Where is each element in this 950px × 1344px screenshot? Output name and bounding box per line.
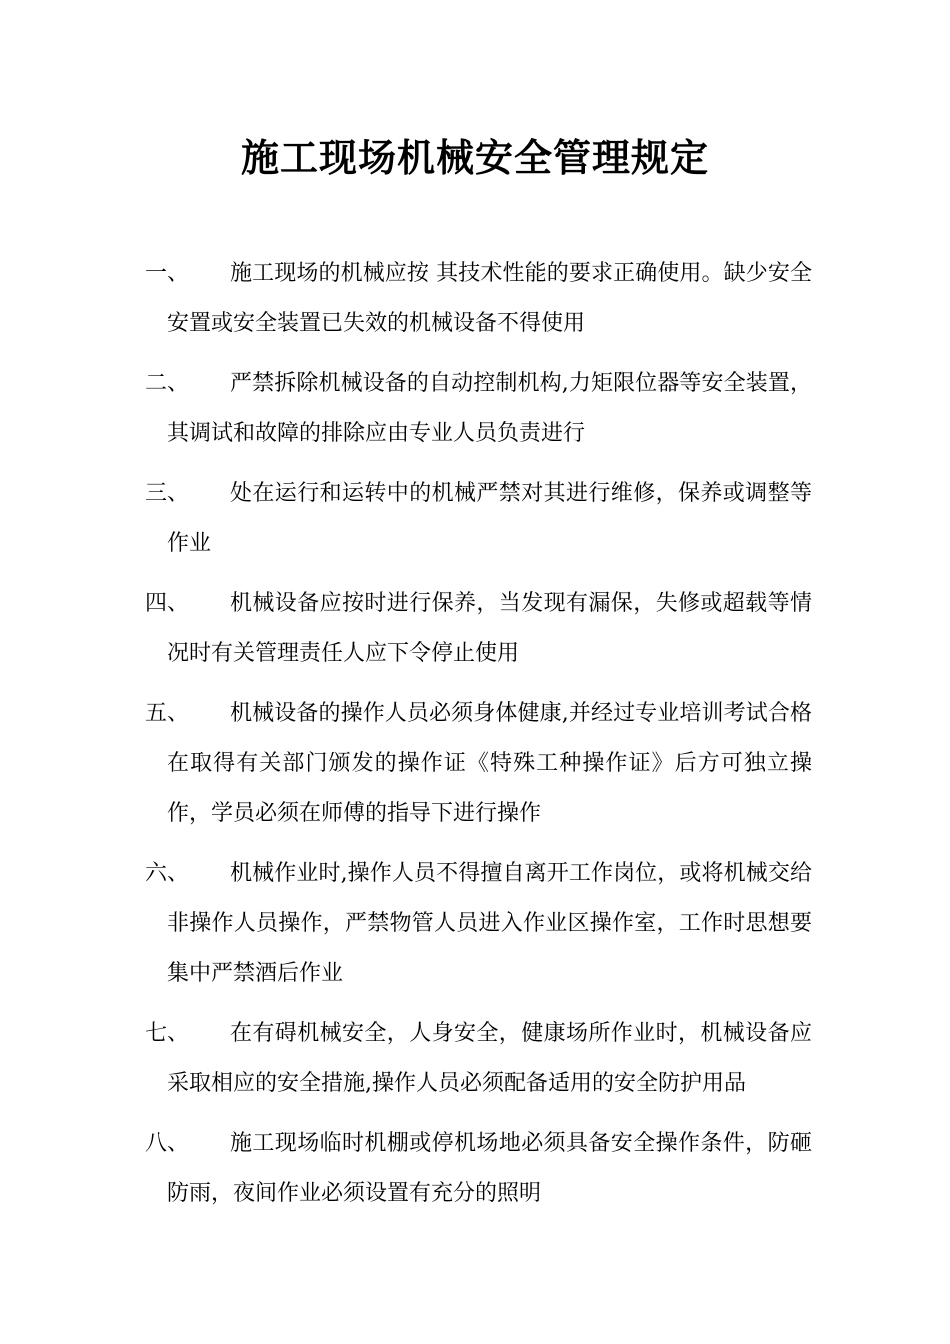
regulation-list (0, 249, 950, 1229)
item-number: 七、 (145, 1021, 190, 1046)
item-number: 一、 (145, 261, 190, 286)
item-number: 三、 (145, 481, 190, 506)
item-text: 施工现场的机械应按 其技术性能的要求正确使用。缺少安全安置或安全装置已失效的机械设备不得使用 (167, 261, 812, 336)
item-text: 施工现场临时机棚或停机场地必须具备安全操作条件，防砸防雨，夜间作业必须设置有充分的照明 (167, 1131, 812, 1206)
item-text: 机械设备应按时进行保养，当发现有漏保，失修或超载等情况时有关管理责任人应下令停止使用 (167, 591, 812, 666)
list-item (0, 469, 950, 569)
list-item (0, 689, 950, 839)
item-number: 二、 (145, 371, 190, 396)
list-item (0, 579, 950, 679)
item-text: 在有碍机械安全，人身安全，健康场所作业时，机械设备应采取相应的安全措施,操作人员必须配备适用的安全防护用品 (167, 1021, 812, 1096)
page-title: 施工现场机械安全管理规定 (240, 135, 709, 180)
item-text: 处在运行和运转中的机械严禁对其进行维修，保养或调整等作业 (167, 481, 812, 556)
item-number: 五、 (145, 701, 190, 726)
item-text: 严禁拆除机械设备的自动控制机构,力矩限位器等安全装置，其调试和故障的排除应由专业人员负责进行 (167, 371, 812, 446)
item-text: 机械作业时,操作人员不得擅自离开工作岗位，或将机械交给非操作人员操作，严禁物管人员进入作业区操作室，工作时思想要集中严禁酒后作业 (167, 861, 812, 986)
item-number: 六、 (145, 861, 190, 886)
item-text: 机械设备的操作人员必须身体健康,并经过专业培训考试合格在取得有关部门颁发的操作证《特殊工种操作证》后方可独立操作，学员必须在师傅的指导下进行操作 (167, 701, 812, 826)
list-item (0, 849, 950, 999)
item-number: 八、 (145, 1131, 190, 1156)
list-item (0, 1119, 950, 1219)
list-item (0, 359, 950, 459)
list-item (0, 249, 950, 349)
list-item (0, 1009, 950, 1109)
item-number: 四、 (145, 591, 190, 616)
